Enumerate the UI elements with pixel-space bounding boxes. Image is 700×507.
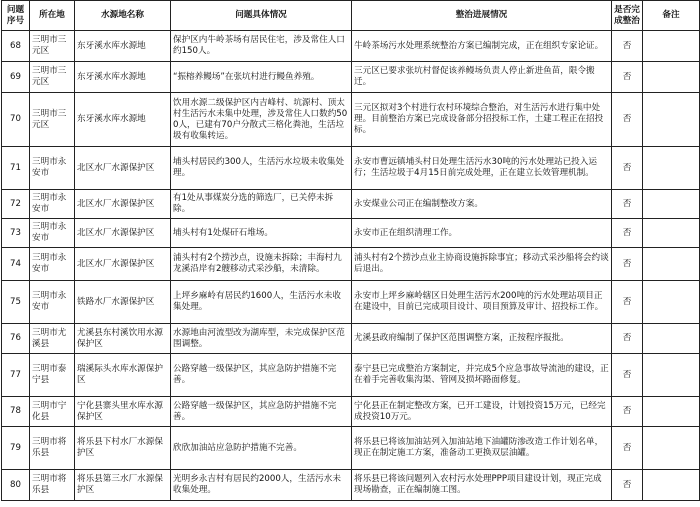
cell-no: 70 xyxy=(2,93,30,147)
cell-no: 71 xyxy=(2,147,30,190)
cell-location: 三明市泰宁县 xyxy=(30,354,75,397)
cell-location: 三明市永安市 xyxy=(30,147,75,190)
cell-problem: 公路穿越一级保护区，其应急防护措施不完善。 xyxy=(171,354,352,397)
cell-progress: 将乐县已将该加油站列入加油站地下油罐防渗改造工作计划名单，现正在制定施工方案，准备动工更换双层油罐。 xyxy=(352,427,612,470)
cell-completed: 否 xyxy=(612,62,643,93)
cell-problem: 光明乡永吉村有居民约2000人，生活污水未收集处理。 xyxy=(171,470,352,501)
cell-location: 三明市永安市 xyxy=(30,219,75,248)
table-row xyxy=(2,470,700,501)
header-location: 所在地 xyxy=(30,1,75,31)
cell-remark xyxy=(643,427,700,470)
table-row xyxy=(2,248,700,281)
cell-completed: 否 xyxy=(612,93,643,147)
cell-progress: 泰宁县已完成整治方案制定，并完成5个应急事故导流池的建设，正在着手完善收集沟渠、管网及损坏路面修复。 xyxy=(352,354,612,397)
table-row xyxy=(2,397,700,427)
cell-progress: 浦头村有2个捞沙点业主协商设施拆除事宜；移动式采沙船将会约谈后退出。 xyxy=(352,248,612,281)
cell-source: 将乐县第三水厂水源保护区 xyxy=(75,470,171,501)
cell-problem: 埔头村居民约300人，生活污水垃圾未收集处理。 xyxy=(171,147,352,190)
cell-source: 将乐县下村水厂水源保护区 xyxy=(75,427,171,470)
cell-progress: 将乐县已将该问题列入农村污水处理PPP项目建设计划，现正完成现场勘查，正在编制施工图。 xyxy=(352,470,612,501)
table-row xyxy=(2,354,700,397)
table-row xyxy=(2,147,700,190)
table-row xyxy=(2,219,700,248)
cell-remark xyxy=(643,324,700,354)
cell-source: 东牙溪水库水源地 xyxy=(75,62,171,93)
table-row xyxy=(2,427,700,470)
cell-progress: 永安市正在组织清理工作。 xyxy=(352,219,612,248)
cell-location: 三明市永安市 xyxy=(30,248,75,281)
cell-progress: 永安市曹远镇埔头村日处理生活污水30吨的污水处理站已投入运行；生活垃圾于4月15日前完成处理，正在建立长效管理机制。 xyxy=(352,147,612,190)
cell-completed: 否 xyxy=(612,427,643,470)
cell-completed: 否 xyxy=(612,397,643,427)
header-problem: 问题具体情况 xyxy=(171,1,352,31)
cell-source: 北区水厂水源保护区 xyxy=(75,248,171,281)
cell-source: 铁路水厂水源保护区 xyxy=(75,281,171,324)
cell-progress: 三元区拟对3个村进行农村环境综合整治，对生活污水进行集中处理。目前整治方案已完成设备部分招投标工作，土建工程正在招投标。 xyxy=(352,93,612,147)
cell-problem: 上坪乡麻岭有居民约1600人，生活污水未收集处理。 xyxy=(171,281,352,324)
cell-location: 三明市宁化县 xyxy=(30,397,75,427)
cell-no: 80 xyxy=(2,470,30,501)
cell-problem: 饮用水源二级保护区内吉峰村、坑源村、顶太村生活污水未集中处理，涉及常住人口数约500人，已建有70户分散式三格化粪池，生活垃圾有收集转运。 xyxy=(171,93,352,147)
table-row xyxy=(2,31,700,62)
table-row xyxy=(2,190,700,219)
cell-remark xyxy=(643,31,700,62)
cell-source: 东牙溪水库水源地 xyxy=(75,93,171,147)
cell-location: 三明市将乐县 xyxy=(30,427,75,470)
cell-remark xyxy=(643,470,700,501)
cell-location: 三明市三元区 xyxy=(30,62,75,93)
cell-no: 78 xyxy=(2,397,30,427)
cell-problem: 保护区内牛岭茶场有居民住宅，涉及常住人口约150人。 xyxy=(171,31,352,62)
cell-location: 三明市尤溪县 xyxy=(30,324,75,354)
table-row xyxy=(2,324,700,354)
cell-progress: 尤溪县政府编制了保护区范围调整方案，正按程序报批。 xyxy=(352,324,612,354)
cell-no: 76 xyxy=(2,324,30,354)
cell-source: 宁化县寨头里水库水源保护区 xyxy=(75,397,171,427)
cell-location: 三明市将乐县 xyxy=(30,470,75,501)
cell-source: 北区水厂水源保护区 xyxy=(75,147,171,190)
cell-problem: 欣欣加油站应急防护措施不完善。 xyxy=(171,427,352,470)
cell-completed: 否 xyxy=(612,219,643,248)
cell-progress: 永安煤业公司正在编制整改方案。 xyxy=(352,190,612,219)
header-remark: 备注 xyxy=(643,1,700,31)
cell-no: 72 xyxy=(2,190,30,219)
cell-remark xyxy=(643,397,700,427)
cell-completed: 否 xyxy=(612,248,643,281)
header-no: 问题序号 xyxy=(2,1,30,31)
header-completed: 是否完成整治 xyxy=(612,1,643,31)
header-progress: 整治进展情况 xyxy=(352,1,612,31)
cell-progress: 永安市上坪乡麻岭辖区日处理生活污水200吨的污水处理站项目正在建设中，目前已完成项目设计、项目预算及审计、招投标工作。 xyxy=(352,281,612,324)
table-row xyxy=(2,93,700,147)
cell-location: 三明市三元区 xyxy=(30,31,75,62)
cell-remark xyxy=(643,93,700,147)
cell-completed: 否 xyxy=(612,281,643,324)
cell-problem: 水源地由河流型改为湖库型，未完成保护区范围调整。 xyxy=(171,324,352,354)
cell-completed: 否 xyxy=(612,31,643,62)
cell-problem: “振榕养鳗场”在张坑村进行鳗鱼养殖。 xyxy=(171,62,352,93)
cell-remark xyxy=(643,190,700,219)
cell-source: 尤溪县东村溪饮用水源保护区 xyxy=(75,324,171,354)
cell-completed: 否 xyxy=(612,190,643,219)
cell-completed: 否 xyxy=(612,470,643,501)
cell-progress: 牛岭茶场污水处理系统整治方案已编制完成，正在组织专家论证。 xyxy=(352,31,612,62)
cell-problem: 浦头村有2个捞沙点，设施未拆除；丰海村九龙溪沿岸有2艘移动式采沙船，未清除。 xyxy=(171,248,352,281)
cell-no: 73 xyxy=(2,219,30,248)
cell-no: 74 xyxy=(2,248,30,281)
cell-no: 68 xyxy=(2,31,30,62)
cell-source: 瑞溪际头水库水源保护区 xyxy=(75,354,171,397)
cell-no: 79 xyxy=(2,427,30,470)
cell-completed: 否 xyxy=(612,324,643,354)
cell-remark xyxy=(643,219,700,248)
cell-no: 69 xyxy=(2,62,30,93)
cell-location: 三明市永安市 xyxy=(30,190,75,219)
cell-source: 东牙溪水库水源地 xyxy=(75,31,171,62)
cell-remark xyxy=(643,354,700,397)
cell-location: 三明市永安市 xyxy=(30,281,75,324)
cell-source: 北区水厂水源保护区 xyxy=(75,219,171,248)
cell-no: 77 xyxy=(2,354,30,397)
header-source: 水源地名称 xyxy=(75,1,171,31)
cell-remark xyxy=(643,248,700,281)
cell-completed: 否 xyxy=(612,354,643,397)
cell-source: 北区水厂水源保护区 xyxy=(75,190,171,219)
table-row xyxy=(2,281,700,324)
water-source-rectification-table xyxy=(1,0,700,501)
cell-no: 75 xyxy=(2,281,30,324)
cell-remark xyxy=(643,147,700,190)
cell-remark xyxy=(643,281,700,324)
cell-completed: 否 xyxy=(612,147,643,190)
cell-location: 三明市三元区 xyxy=(30,93,75,147)
cell-remark xyxy=(643,62,700,93)
cell-problem: 有1处从事煤炭分选的筛选厂，已关停未拆除。 xyxy=(171,190,352,219)
cell-progress: 宁化县正在制定整改方案，已开工建设，计划投资15万元，已经完成投资10万元。 xyxy=(352,397,612,427)
table-row xyxy=(2,62,700,93)
cell-problem: 埔头村有1处煤矸石堆场。 xyxy=(171,219,352,248)
cell-progress: 三元区已要求张坑村督促该养鳗场负责人停止新进鱼苗，限令搬迁。 xyxy=(352,62,612,93)
header-row xyxy=(2,1,700,31)
cell-problem: 公路穿越一级保护区，其应急防护措施不完善。 xyxy=(171,397,352,427)
